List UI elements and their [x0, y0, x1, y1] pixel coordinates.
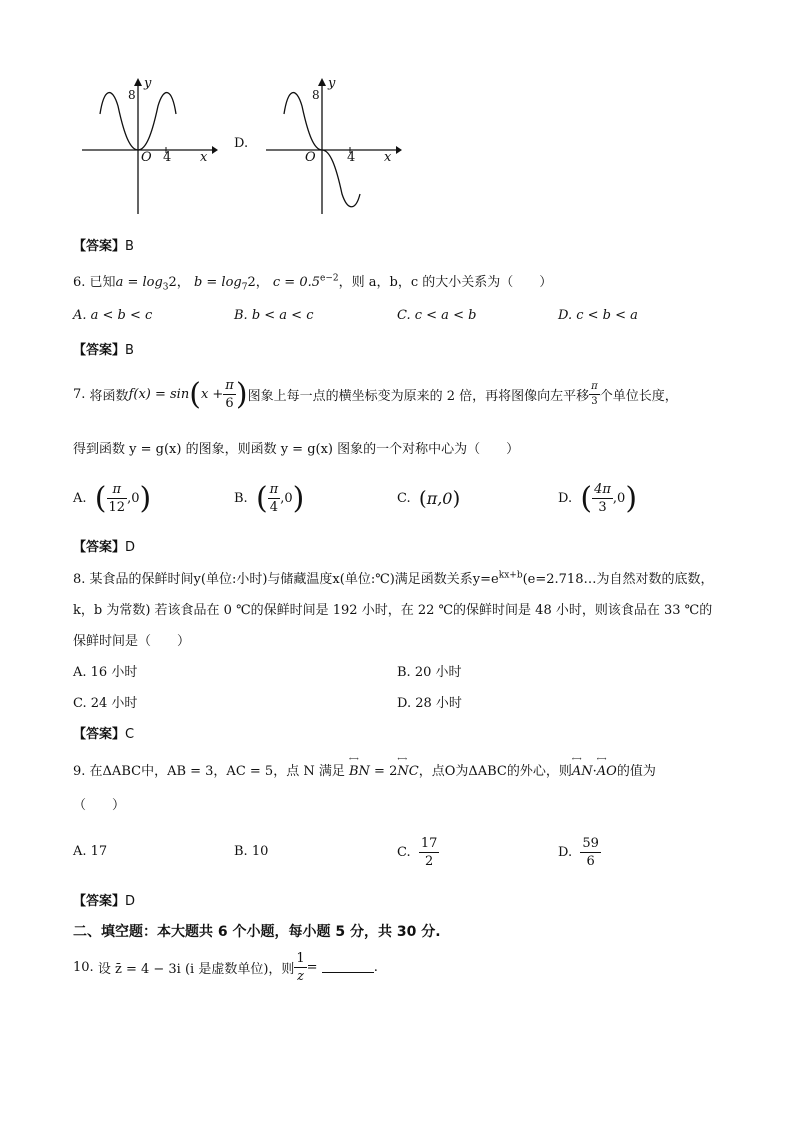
- q7-option-d-frac: [592, 483, 613, 514]
- frac-num: 59: [582, 835, 599, 851]
- q8-exponent: kx+b: [498, 570, 523, 581]
- answer-label: 【答案】: [73, 894, 126, 909]
- q7-option-d: [558, 476, 637, 520]
- graph-d-tick-4: 4: [347, 150, 356, 165]
- q9-number: 9.: [73, 764, 86, 779]
- q10-equals: =: [306, 959, 318, 975]
- q7-option-c-value: π,0: [426, 488, 453, 508]
- q8-option-d: D. 28 小时: [397, 696, 462, 711]
- answer-label: 【答案】: [73, 727, 126, 742]
- q9-option-c-frac: [419, 837, 440, 868]
- q6-b-def: b = log: [193, 275, 242, 290]
- answer-q7: [73, 536, 135, 555]
- question-9-line-2: （ ）: [73, 798, 126, 813]
- q6-a-base: 3: [162, 282, 169, 293]
- section-heading-fill-in: 二、填空题：本大题共 6 个小题，每小题 5 分，共 30 分.: [73, 924, 441, 940]
- q9-stem-2: ，点O为ΔABC的外心，则: [418, 764, 572, 779]
- answer-label: 【答案】: [73, 343, 126, 358]
- q8-line-1-text: 某食品的保鲜时间y(单位:小时)与储藏温度x(单位:℃)满足函数关系y=e: [89, 572, 499, 587]
- graph-option-d: [262, 76, 402, 216]
- paren-open: (: [94, 480, 107, 516]
- graph-d-origin: O: [305, 150, 316, 165]
- frac-num: π: [107, 483, 128, 499]
- q9-option-c: [397, 831, 439, 873]
- paren-close: ): [139, 480, 152, 516]
- question-7-line-2: 得到函数 y = g(x) 的图象，则函数 y = g(x) 图象的一个对称中心为（ ）: [73, 442, 520, 457]
- q6-b-arg: 2: [247, 275, 256, 290]
- q9-dot: ·: [592, 764, 597, 779]
- answer-q8: [73, 723, 134, 742]
- q7-option-c-label: C.: [397, 490, 411, 506]
- frac-num: 1: [296, 950, 305, 966]
- answer-label: 【答案】: [73, 540, 126, 555]
- q7-option-d-label: D.: [558, 490, 573, 506]
- paren-open: (: [418, 486, 427, 510]
- question-10: [73, 946, 378, 988]
- q7-pi-over-6: [223, 379, 236, 410]
- q9-option-a: A. 17: [73, 844, 108, 859]
- q7-pi-over-3: [589, 382, 600, 407]
- frac-den: 4: [269, 499, 279, 515]
- answer-value: D: [125, 540, 136, 555]
- frac-num: π: [269, 481, 279, 497]
- q6-number: 6.: [73, 275, 86, 290]
- q7-option-a-label: A.: [73, 490, 87, 506]
- q8-option-b: B. 20 小时: [397, 665, 462, 680]
- graph-option-c: [78, 76, 218, 216]
- q10-answer-blank[interactable]: [322, 961, 374, 973]
- question-6-stem: 6. 已知$a = \log_32$， $b = \log_72$， $c = 0.5^{e-2}$，则 a，b，c 的大小关系为（ ）: [73, 273, 553, 293]
- q6-c-exp: e−2: [320, 273, 339, 284]
- q6-option-d: D. c < b < a: [558, 308, 638, 323]
- frac-num: π: [589, 382, 600, 395]
- option-d-label: D.: [234, 136, 249, 151]
- q6-a-def: a = log: [115, 275, 163, 290]
- paren-close: ): [452, 486, 461, 510]
- q7-right-paren: ): [235, 376, 248, 412]
- q7-option-d-zero: ,0: [612, 490, 626, 506]
- frac-den: 3: [591, 395, 598, 407]
- q7-x-plus: x +: [200, 386, 224, 402]
- answer-q6: [73, 339, 134, 358]
- q7-number: 7.: [73, 386, 86, 402]
- q6-b-base: 7: [241, 282, 248, 293]
- q10-stem-1: 设 z̄ = 4 − 3i (i 是虚数单位)，则: [97, 961, 295, 977]
- graph-c-origin: O: [141, 150, 152, 165]
- q8-option-a: A. 16 小时: [73, 665, 138, 680]
- graph-d-x-label: x: [384, 150, 392, 165]
- graph-c-tick-8: 8: [128, 88, 136, 102]
- q7-stem-mid: 图象上每一点的横坐标变为原来的 2 倍，再将图像向左平移: [247, 388, 590, 404]
- graph-d-tick-8: 8: [312, 88, 320, 102]
- q7-option-a: [73, 476, 151, 520]
- frac-den: z: [297, 968, 304, 984]
- frac-den: 12: [108, 499, 126, 515]
- q9-stem-1: 在ΔABC中，AB = 3，AC = 5，点 N 满足: [89, 764, 345, 779]
- answer-q9: [73, 890, 135, 909]
- question-8-line-2: k，b 为常数) 若该食品在 0 ℃的保鲜时间是 192 小时，在 22 ℃的保鲜时间是 48 小时，则该食品在 33 ℃的: [73, 603, 713, 618]
- q8-number: 8.: [73, 572, 86, 587]
- q6-stem-post: ，则 a，b，c 的大小关系为（ ）: [338, 275, 553, 290]
- q9-vector-nc: ←→ NC: [397, 764, 418, 779]
- q6-c-def: c = 0.5: [272, 275, 321, 290]
- q7-fx: f(x) = sin: [128, 386, 190, 402]
- paren-close: ): [292, 480, 305, 516]
- answer-value: B: [125, 239, 134, 254]
- paren-open: (: [255, 480, 268, 516]
- answer-value: B: [125, 343, 134, 358]
- q7-option-b: [234, 476, 304, 520]
- paren-close: ): [625, 480, 638, 516]
- q6-option-c: C. c < a < b: [397, 308, 477, 323]
- q6-a-arg: 2: [168, 275, 177, 290]
- frac-den: 2: [425, 853, 434, 869]
- question-7-line-1: [73, 372, 678, 416]
- answer-q5: [73, 235, 134, 254]
- q7-option-b-frac: [268, 483, 281, 514]
- q9-option-c-label: C.: [397, 844, 411, 860]
- frac-num: 4π: [594, 481, 611, 497]
- q7-option-b-label: B.: [234, 490, 248, 506]
- graph-c-tick-4: 4: [163, 150, 172, 165]
- question-8-line-1: [73, 568, 713, 587]
- q9-equals: = 2: [369, 764, 398, 779]
- q7-option-b-zero: ,0: [280, 490, 293, 506]
- q9-option-d-label: D.: [558, 844, 573, 860]
- frac-den: 6: [225, 395, 234, 411]
- q9-option-d-frac: [580, 837, 601, 868]
- q7-option-a-frac: [107, 483, 128, 514]
- q9-option-b: B. 10: [234, 844, 269, 859]
- q6-option-b: B. b < a < c: [234, 308, 314, 323]
- answer-label: 【答案】: [73, 239, 126, 254]
- frac-den: 3: [598, 499, 607, 515]
- q7-left-paren: (: [189, 376, 201, 412]
- graph-c-x-label: x: [200, 150, 208, 165]
- q9-vector-an: ←→ AN: [572, 764, 593, 779]
- graph-c-y-label: y: [144, 76, 152, 91]
- q9-vector-ao: ←→ AO: [597, 764, 617, 779]
- answer-value: D: [125, 894, 136, 909]
- question-8-line-3: 保鲜时间是（ ）: [73, 634, 191, 649]
- frac-den: 6: [586, 853, 595, 869]
- q6-option-a: A. a < b < c: [73, 308, 153, 323]
- q8-line-1-post: (e=2.718…为自然对数的底数，: [522, 572, 714, 587]
- q6-stem-pre: 已知: [89, 275, 116, 290]
- q7-option-a-zero: ,0: [127, 490, 140, 506]
- paren-open: (: [580, 480, 593, 516]
- q8-option-c: C. 24 小时: [73, 696, 138, 711]
- graph-d-y-label: y: [328, 76, 336, 91]
- q10-one-over-z: [294, 952, 306, 983]
- frac-num: 17: [420, 835, 438, 851]
- q7-option-c: [397, 476, 460, 520]
- q10-end: .: [373, 959, 378, 975]
- q9-stem-3: 的值为: [616, 764, 656, 779]
- answer-value: C: [125, 727, 135, 742]
- q7-stem-post: 个单位长度，: [599, 388, 678, 404]
- q10-number: 10.: [73, 959, 94, 975]
- frac-num: π: [225, 377, 234, 393]
- q7-stem-pre: 将函数: [89, 388, 129, 404]
- q9-vector-bn: ←→ BN: [349, 764, 370, 779]
- q9-option-d: [558, 831, 601, 873]
- question-9-line-1: [73, 760, 656, 779]
